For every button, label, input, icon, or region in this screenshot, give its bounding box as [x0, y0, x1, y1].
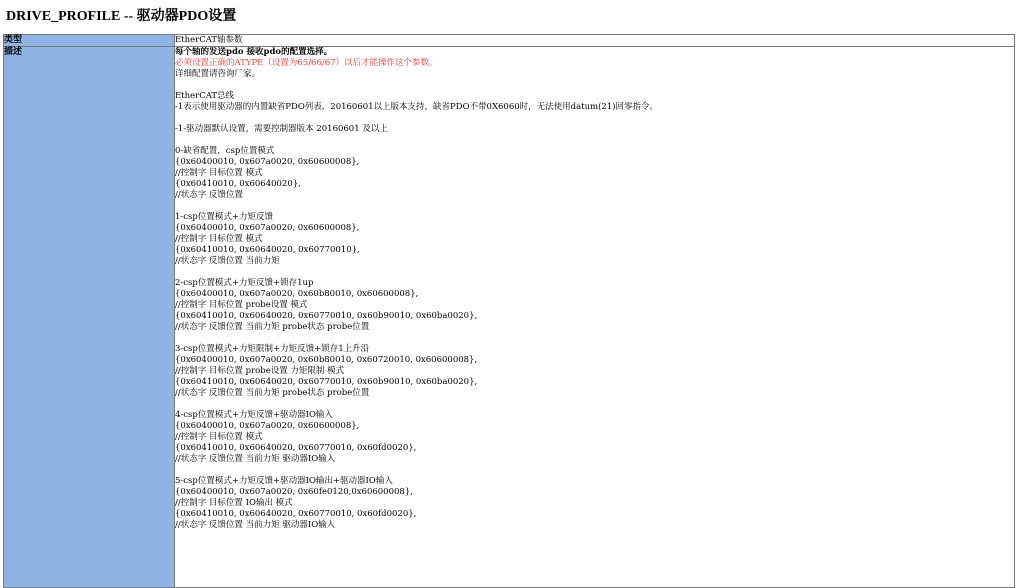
description-line: {0x60400010, 0x607a0020, 0x60b80010, 0x60600008},: [175, 289, 419, 299]
description-line: {0x60410010, 0x60640020, 0x60770010, 0x60fd0020},: [175, 443, 417, 453]
description-line: {0x60410010, 0x60640020, 0x60770010, 0x60fd0020},: [175, 509, 417, 519]
description-line: [175, 113, 1014, 124]
description-line: 2-csp位置模式+力矩反馈+锁存1up: [175, 278, 314, 288]
description-line: //状态字 反馈位置: [175, 190, 243, 200]
description-line: 必须设置正确的ATYPE（设置为65/66/67）以后才能操作这个参数。: [175, 58, 438, 68]
description-line: [175, 333, 1014, 344]
description-line: {0x60400010, 0x607a0020, 0x60600008},: [175, 223, 360, 233]
description-line: 1-csp位置模式+力矩反馈: [175, 212, 273, 222]
description-cell: [175, 47, 1015, 588]
page-title: DRIVE_PROFILE -- 驱动器PDO设置: [6, 9, 237, 24]
description-line: {0x60400010, 0x607a0020, 0x60fe0120,0x60600008},: [175, 487, 413, 497]
description-line: [175, 135, 1014, 146]
description-line: 3-csp位置模式+力矩限制+力矩反馈+锁存1上升沿: [175, 344, 370, 354]
description-line: //控制字 目标位置 模式: [175, 234, 263, 244]
description-line: -1-驱动器默认设置，需要控制器版本 20160601 及以上: [175, 124, 388, 134]
description-line: //控制字 目标位置 IO输出 模式: [175, 498, 293, 508]
table-row-type: [4, 35, 1015, 47]
description-line: [175, 465, 1014, 476]
description-line: //状态字 反馈位置 当前力矩 probe状态 probe位置: [175, 388, 370, 398]
type-label: 类型: [4, 35, 175, 47]
description-line: -1表示使用驱动器的内置缺省PDO列表，20160601以上版本支持，缺省PDO不带0X6060时，无法使用datum(21)回零指令。: [175, 102, 659, 112]
description-line: {0x60400010, 0x607a0020, 0x60600008},: [175, 157, 360, 167]
description-line: {0x60410010, 0x60640020, 0x60770010, 0x60b90010, 0x60ba0020},: [175, 311, 478, 321]
description-line: [175, 267, 1014, 278]
description-line: {0x60400010, 0x607a0020, 0x60b80010, 0x60720010, 0x60600008},: [175, 355, 478, 365]
description-line: //状态字 反馈位置 当前力矩: [175, 256, 280, 266]
description-line: //控制字 目标位置 模式: [175, 432, 263, 442]
description-line: 详细配置请咨询厂家。: [175, 69, 261, 79]
description-line: //状态字 反馈位置 当前力矩 驱动器IO输入: [175, 520, 336, 530]
description-line: EtherCAT总线: [175, 91, 235, 101]
table-row-description: [4, 47, 1015, 588]
description-line: //控制字 目标位置 probe设置 模式: [175, 300, 308, 310]
description-line: 每个轴的发送pdo 接收pdo的配置选择。: [175, 47, 333, 57]
description-line: //状态字 反馈位置 当前力矩 驱动器IO输入: [175, 454, 336, 464]
type-value: EtherCAT轴参数: [175, 35, 1015, 47]
description-line: //控制字 目标位置 模式: [175, 168, 263, 178]
description-line: [175, 399, 1014, 410]
description-line: {0x60410010, 0x60640020},: [175, 179, 301, 189]
description-line: 0-缺省配置，csp位置模式: [175, 146, 275, 156]
description-line: {0x60410010, 0x60640020, 0x60770010, 0x60b90010, 0x60ba0020},: [175, 377, 478, 387]
description-line: //控制字 目标位置 probe设置 力矩限制 模式: [175, 366, 345, 376]
parameter-table: [3, 34, 1015, 588]
description-line: 5-csp位置模式+力矩反馈+驱动器IO输出+驱动器IO输入: [175, 476, 393, 486]
description-line: //状态字 反馈位置 当前力矩 probe状态 probe位置: [175, 322, 370, 332]
description-line: {0x60400010, 0x607a0020, 0x60600008},: [175, 421, 360, 431]
description-body: [175, 47, 1014, 531]
description-line: [175, 201, 1014, 212]
description-label: 描述: [4, 47, 175, 588]
description-line: {0x60410010, 0x60640020, 0x60770010},: [175, 245, 360, 255]
description-line: [175, 80, 1014, 91]
description-line: 4-csp位置模式+力矩反馈+驱动器IO输入: [175, 410, 333, 420]
